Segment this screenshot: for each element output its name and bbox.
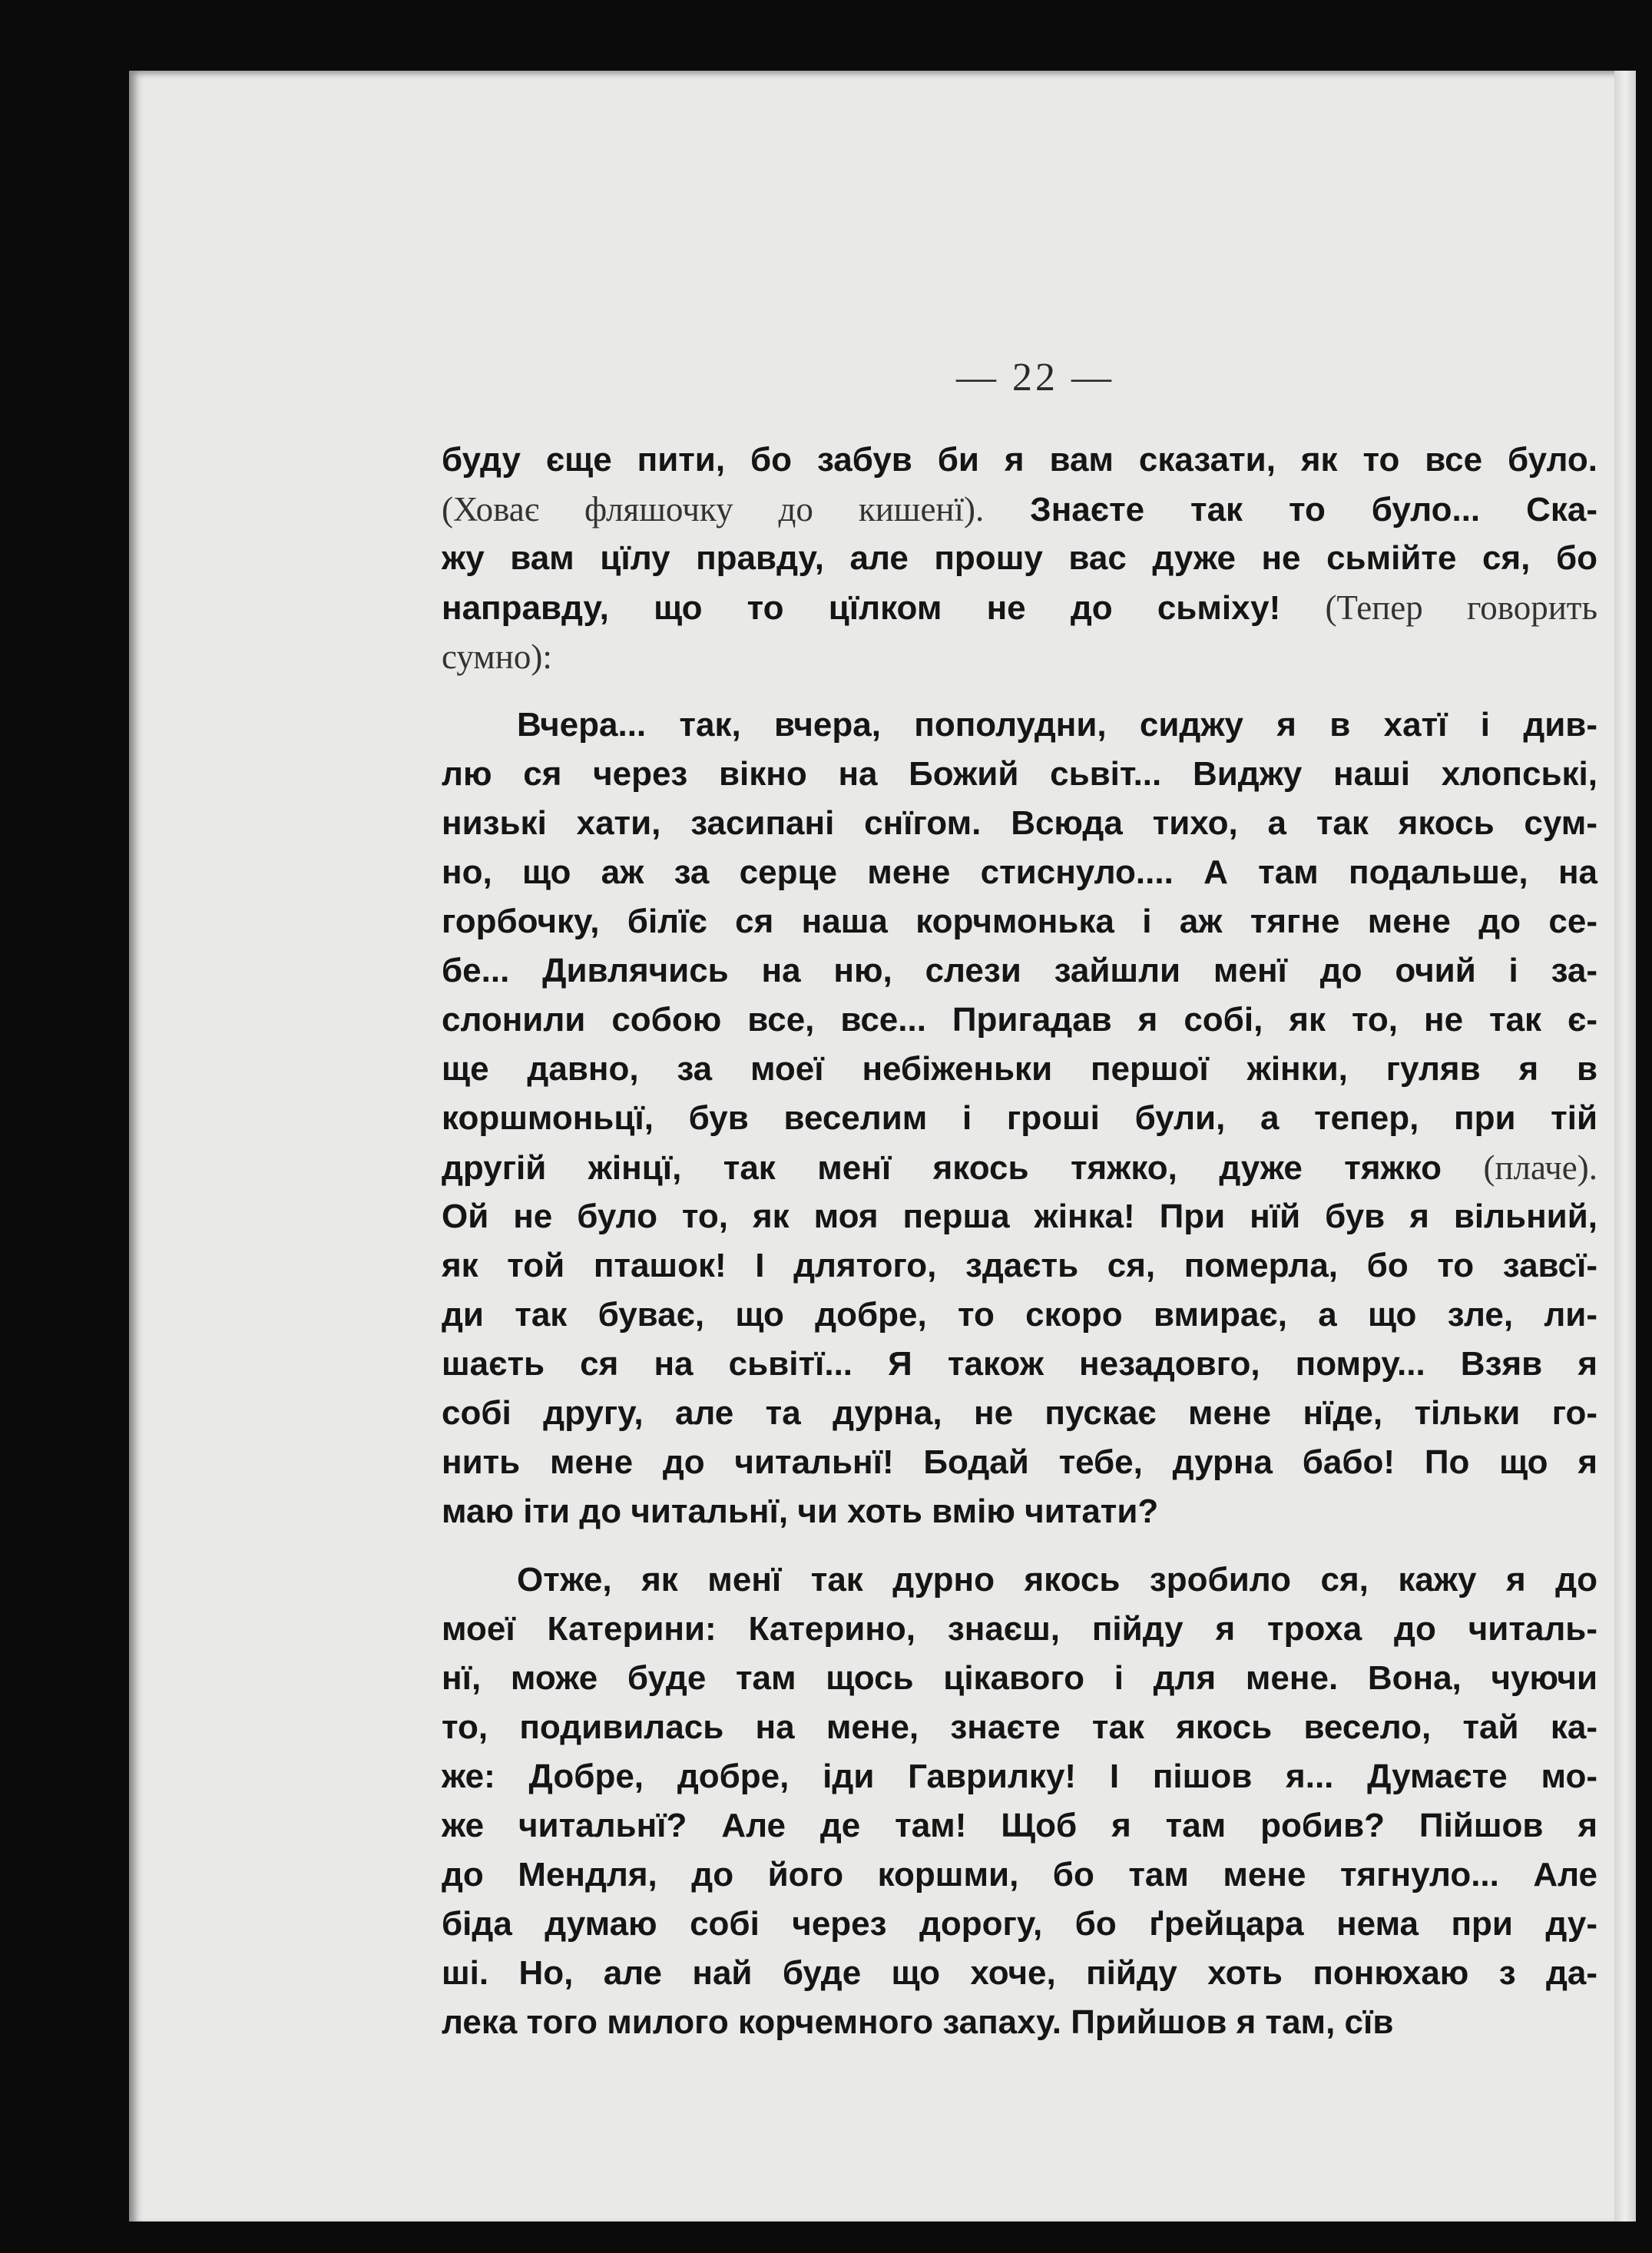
- text-line: [442, 1556, 1597, 1605]
- text-line: [442, 1340, 1597, 1389]
- paragraph-gap: [442, 681, 1597, 701]
- dialogue-text: нить мене до читальнї! Бодай тебе, дурна бабо! По що я: [442, 1443, 1597, 1481]
- body-text: [442, 436, 1597, 2047]
- dialogue-text: горбочку, білїє ся наша корчмонька і аж тягне мене до се-: [442, 903, 1597, 940]
- dialogue-text: буду єще пити, бо забув би я вам сказати, як то все було.: [442, 441, 1597, 479]
- paragraph: [442, 701, 1597, 1536]
- text-line: [442, 946, 1597, 996]
- text-line: [442, 1143, 1597, 1192]
- dialogue-text: же читальнї? Але де там! Щоб я там робив? Пійшов я: [442, 1807, 1597, 1844]
- dialogue-text: шаєть ся на сьвітї... Я також незадовго, помру... Взяв я: [442, 1345, 1597, 1383]
- dialogue-text: маю іти до читальнї, чи хоть вмію читати?: [442, 1493, 1159, 1530]
- dialogue-text: но, що аж за серце мене стиснуло.... А там подальше, на: [442, 853, 1597, 891]
- text-line: [442, 1949, 1597, 1998]
- text-line: [442, 799, 1597, 848]
- text-line: [442, 1291, 1597, 1340]
- dialogue-text: моеї Катерини: Катерино, знаєш, пійду я троха до читаль-: [442, 1610, 1597, 1648]
- stage-direction: (Ховає фляшочку до кишенї).: [442, 490, 985, 528]
- text-line: [442, 1241, 1597, 1291]
- dialogue-text: нї, може буде там щось цікавого і для мене. Вона, чуючи: [442, 1659, 1597, 1697]
- dialogue-text: другій жінцї, так менї якось тяжко, дуже тяжко: [442, 1149, 1484, 1187]
- dialogue-text: Знаєте так то було... Ска-: [984, 491, 1597, 528]
- text-line: [442, 1900, 1597, 1949]
- text-line: [442, 1605, 1597, 1654]
- text-line: [442, 996, 1597, 1045]
- dialogue-text: бе... Дивлячись на ню, слези зайшли менї до очий і за-: [442, 952, 1597, 989]
- dialogue-text: до Мендля, до його коршми, бо там мене тягнуло... Але: [442, 1856, 1597, 1894]
- dialogue-text: як той пташок! І длятого, здаєть ся, померла, бо то завсї-: [442, 1247, 1597, 1284]
- dialogue-text: слонили собою все, все... Пригадав я собі, як то, не так є-: [442, 1001, 1597, 1039]
- text-line: [442, 1389, 1597, 1438]
- dialogue-text: низькі хати, засипані снїгом. Всюда тихо, а так якось сум-: [442, 804, 1597, 842]
- dialogue-text: жу вам цїлу правду, але прошу вас дуже не сьмійте ся, бо: [442, 539, 1597, 577]
- dialogue-text: біда думаю собі через дорогу, бо ґрейцара нема при ду-: [442, 1905, 1597, 1943]
- text-line: [442, 583, 1597, 632]
- text-line: [442, 701, 1597, 750]
- dialogue-text: собі другу, але та дурна, не пускає мене нїде, тільки го-: [442, 1394, 1597, 1432]
- text-line: [442, 1438, 1597, 1487]
- paragraph-gap: [442, 1536, 1597, 1556]
- text-line: [442, 1094, 1597, 1143]
- dialogue-text: Отже, як менї так дурно якось зробило ся, кажу я до: [517, 1561, 1597, 1599]
- text-line: [442, 848, 1597, 897]
- text-line: [442, 1998, 1597, 2047]
- dialogue-text: направду, що то цїлком не до сьміху!: [442, 589, 1326, 627]
- dialogue-text: ще давно, за моеї небіженьки першої жінки, гуляв я в: [442, 1050, 1597, 1088]
- page-edge: [1614, 71, 1636, 2222]
- text-line: [442, 897, 1597, 946]
- paragraph: [442, 1556, 1597, 2047]
- text-line: [442, 1850, 1597, 1900]
- book-page: [129, 71, 1636, 2222]
- dialogue-text: ші. Но, але най буде що хоче, пійду хоть понюхаю з да-: [442, 1954, 1597, 1992]
- text-line: [442, 1487, 1597, 1536]
- text-line: [442, 485, 1597, 534]
- stage-direction: (плаче).: [1483, 1148, 1597, 1187]
- text-line: [442, 534, 1597, 583]
- text-line: [442, 632, 1597, 681]
- text-line: [442, 1045, 1597, 1094]
- dialogue-text: лека того милого корчемного запаху. Прийшов я там, сїв: [442, 2003, 1394, 2041]
- stage-direction: сумно):: [442, 638, 552, 676]
- paragraph: [442, 436, 1597, 681]
- text-line: [442, 1703, 1597, 1752]
- dialogue-text: же: Добре, добре, іди Гаврилку! І пішов я... Думаєте мо-: [442, 1758, 1597, 1795]
- dialogue-text: Ой не було то, як моя перша жінка! При нїй був я вільний,: [442, 1198, 1597, 1235]
- page-number: — 22 —: [956, 356, 1114, 399]
- text-line: [442, 750, 1597, 799]
- dialogue-text: то, подивилась на мене, знаєте так якось весело, тай ка-: [442, 1708, 1597, 1746]
- text-line: [442, 1654, 1597, 1703]
- text-line: [442, 1192, 1597, 1241]
- dialogue-text: ди так буває, що добре, то скоро вмирає, а що зле, ли-: [442, 1296, 1597, 1334]
- text-line: [442, 1801, 1597, 1850]
- dialogue-text: Вчера... так, вчера, пополудни, сиджу я в хатї і див-: [517, 706, 1597, 744]
- text-line: [442, 436, 1597, 485]
- stage-direction: (Тепер говорить: [1325, 588, 1597, 627]
- text-line: [442, 1752, 1597, 1801]
- dialogue-text: лю ся через вікно на Божий сьвіт... Виджу наші хлопські,: [442, 755, 1597, 793]
- dialogue-text: коршмоньцї, був веселим і гроші були, а тепер, при тій: [442, 1099, 1597, 1137]
